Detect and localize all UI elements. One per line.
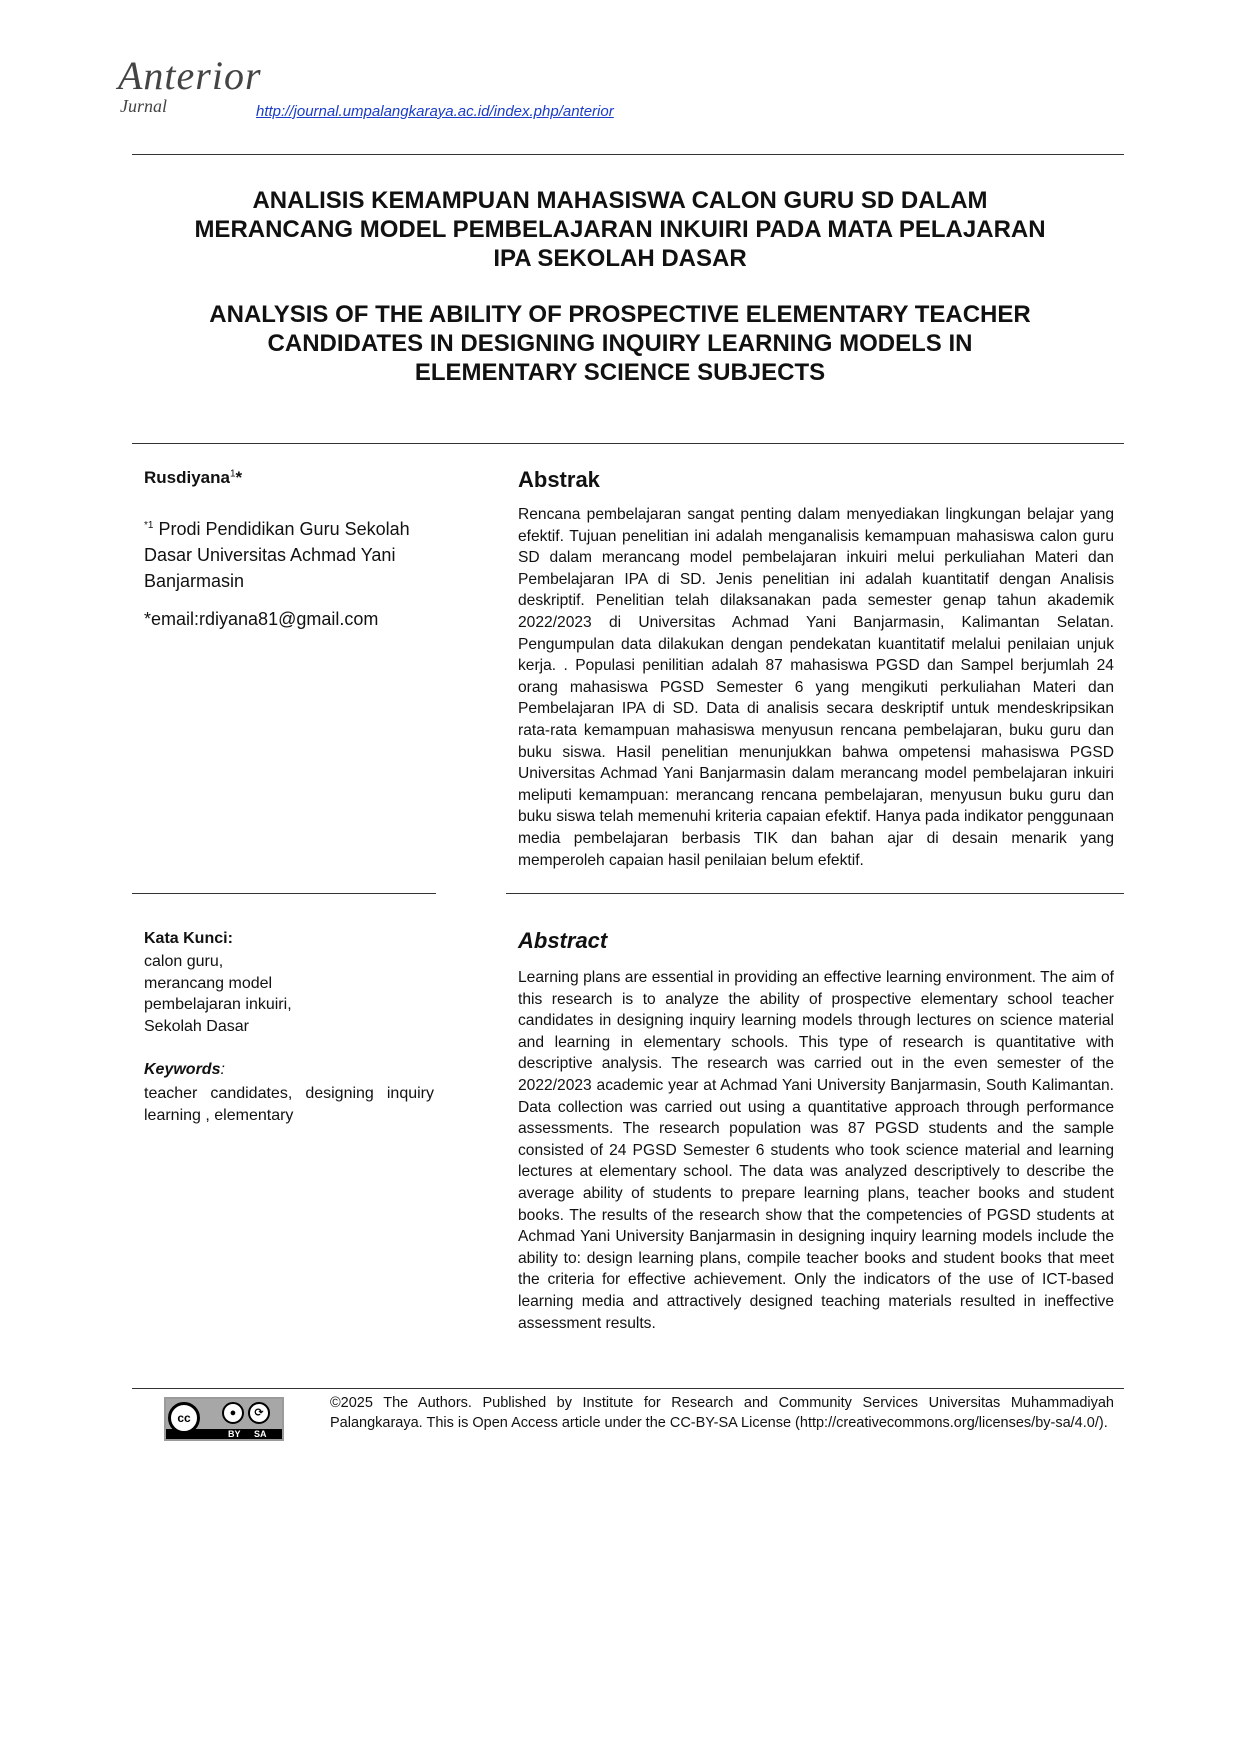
kata-kunci-item: merancang model: [144, 974, 273, 992]
cc-icon: cc: [168, 1402, 200, 1434]
license-text: ©2025 The Authors. Published by Institute for Research and Community Services Universitas Muhammadiyah Palangkaraya. This is Open Access article under the CC-BY-SA License (http://creativecommons.org/licenses/by-sa/4.0/).: [330, 1395, 1114, 1431]
author-star: *: [235, 468, 243, 487]
journal-url-link[interactable]: http://journal.umpalangkaraya.ac.id/index.php/anterior: [256, 103, 614, 120]
kata-kunci-item: pembelajaran inkuiri,: [144, 996, 292, 1013]
sa-label: SA: [254, 1429, 267, 1439]
kata-kunci-list: [144, 951, 292, 1037]
by-label: BY: [228, 1429, 241, 1439]
right-divider: [506, 893, 1124, 894]
title-en-line-1: ANALYSIS OF THE ABILITY OF PROSPECTIVE ELEMENTARY TEACHER: [209, 301, 1031, 328]
title-indonesian: [150, 186, 1090, 273]
title-id-line-3: IPA SEKOLAH DASAR: [493, 245, 747, 272]
keywords-text: teacher candidates, designing inquiry learning , elementary: [144, 1085, 434, 1124]
title-english: [150, 300, 1090, 387]
kata-kunci-item: Sekolah Dasar: [144, 1017, 249, 1035]
footer-divider: [132, 1388, 1124, 1389]
left-divider: [132, 893, 436, 894]
title-id-line-1: ANALISIS KEMAMPUAN MAHASISWA CALON GURU SD DALAM: [252, 187, 988, 214]
journal-logo-title: Anterior: [118, 53, 262, 98]
abstract-text: Learning plans are essential in providing an effective learning environment. The aim of this research is to analyze the ability of prospective elementary school teacher candidates in designing inquiry learning models through lectures on science material and learning in elementary schools. This type of research is quantitative with descriptive analysis. The research was carried out in the even semester of the 2022/2023 academic year at Achmad Yani University Banjarmasin, South Kalimantan. Data collection was carried out using a quantitative approach through performance assessments. The research population was 87 PGSD students and the sample consisted of 24 PGSD Semester 6 students who took science material and learning lectures at elementary school. The data was analyzed descriptively to describe the average ability of students to prepare learning plans, teacher books and student books. The results of the research show that the competencies of PGSD students at Achmad Yani University Banjarmasin in designing inquiry learning models include the ability to: design learning plans, compile teacher books and student books that meet the criteria for effective achievement. Only the indicators of the use of ICT-based learning media and attractively designed teaching materials resulted in ineffective assessment results.: [518, 969, 1114, 1332]
title-divider: [132, 443, 1124, 444]
abstrak-text: Rencana pembelajaran sangat penting dalam menyediakan lingkungan belajar yang efektif. Tujuan penelitian ini adalah menganalisis kemampuan mahasiswa calon guru SD dalam merancang model pembelajaran inkuiri melui perkuliahan Materi dan Pembelajaran IPA di SD. Jenis penelitian ini adalah kuantitatif dengan Analisis deskriptif. Penelitian telah dilaksanakan pada semester genap tahun akademik 2022/2023 di Universitas Achmad Yani Banjarmasin, Kalimantan Selatan. Pengumpulan data dilakukan dengan pendekatan kuantitatif melalui penilaian unjuk kerja. . Populasi penilitian adalah 87 mahasiswa PGSD dan Sampel berjumlah 24 orang mahasiswa PGSD Semester 6 yang mengikuti perkuliahan Materi dan Pembelajaran IPA di SD. Data di analisis secara deskriptif untuk mendeskripsikan rata-rata kemampuan mahasiswa menyusun rencana pembelajaran, buku guru dan buku siswa. Hasil penelitian menunjukkan bahwa ompetensi mahasiswa PGSD Universitas Achmad Yani Banjarmasin dalam merancang model pembelajaran inkuiri meliputi kemampuan: merancang rencana pembelajaran, menyusun buku guru dan buku siswa telah memenuhi kriteria capaian efektif. Hanya pada indikator penggunaan media pembelajaran berbasis TIK dan bahan ajar di desain menarik yang memperoleh capaian hasil penilaian belum efektif.: [518, 506, 1114, 869]
abstrak-heading: Abstrak: [518, 467, 600, 492]
kata-kunci-heading: Kata Kunci:: [144, 930, 233, 947]
kata-kunci-item: calon guru,: [144, 953, 224, 970]
keywords-heading: [144, 1061, 225, 1079]
header-divider: [132, 154, 1124, 155]
author-email: *email:rdiyana81@gmail.com: [144, 609, 379, 629]
keywords-heading-text: Keywords: [144, 1061, 221, 1078]
affiliation-text: Prodi Pendidikan Guru Sekolah Dasar Universitas Achmad Yani Banjarmasin: [144, 519, 410, 591]
title-en-line-2: CANDIDATES IN DESIGNING INQUIRY LEARNING MODELS IN: [267, 330, 973, 357]
title-id-line-2: MERANCANG MODEL PEMBELAJARAN INKUIRI PADA MATA PELAJARAN: [194, 216, 1046, 243]
author-affiliation: [144, 513, 444, 594]
title-en-line-3: ELEMENTARY SCIENCE SUBJECTS: [414, 359, 826, 386]
author-sup: 1: [229, 468, 236, 480]
cc-by-sa-badge[interactable]: [164, 1397, 284, 1441]
journal-logo-subtitle: Jurnal: [120, 96, 167, 116]
author-name: [144, 468, 242, 488]
abstract-heading: Abstract: [518, 928, 608, 953]
sa-share-alike-icon: ⟳: [248, 1402, 270, 1424]
by-person-icon: ●: [222, 1402, 244, 1424]
keywords-colon: :: [220, 1061, 225, 1078]
author-name-text: Rusdiyana: [144, 468, 230, 487]
affiliation-sup: *1: [144, 520, 154, 531]
